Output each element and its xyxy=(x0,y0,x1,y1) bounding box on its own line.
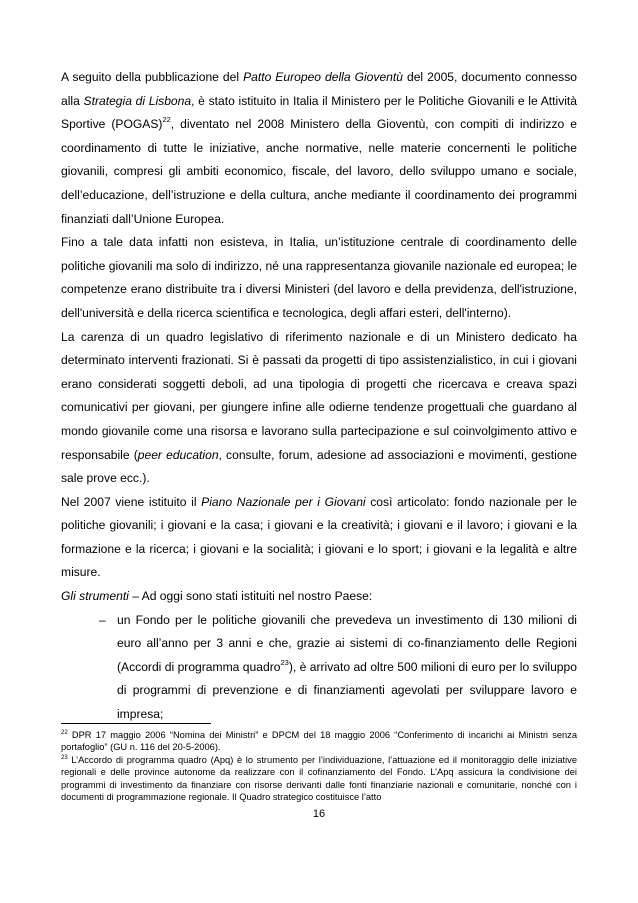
paragraph-coordinamento: Fino a tale data infatti non esisteva, in Italia, un’istituzione centrale di coordinamento delle politiche giovanili ma solo di indirizzo, né una rappresentanza giovanile nazionale ed europea; le competenze erano distribuite tra i diversi Ministeri (del lavoro e della previdenza, dell'istruzione, dell'università e della ricerca scientifica e tecnologica, degli affari esteri, dell'interno). xyxy=(61,235,577,320)
italic-title-patto-europeo: Patto Europeo della Gioventù xyxy=(243,70,403,84)
paragraph-piano-nazionale xyxy=(61,491,577,585)
text-run: – Ad oggi sono stati istituiti nel nostro Paese: xyxy=(128,589,373,604)
footnote-ref-22[interactable]: 22 xyxy=(162,115,171,125)
footnote-separator xyxy=(61,723,211,724)
footnote-22 xyxy=(61,729,577,754)
footnote-23 xyxy=(61,754,577,804)
text-run: così articolato: fondo nazionale per le politiche giovanili; i giovani e la casa; i giovani e la creatività; i giovani e il lavoro; i giovani e la formazione e la ricerca; i giovani e la socialità; i giovani e lo sport; i giovani e la legalità e altre misure. xyxy=(61,494,577,580)
strumenti-list xyxy=(61,609,577,727)
text-run: un Fondo per le politiche giovanili che prevedeva un investimento di 130 milioni di euro all’anno per 3 anni e che, grazie ai sistemi di co-finanziamento delle Regioni (Accordi di programma quadro xyxy=(117,612,577,674)
page-number: 16 xyxy=(312,808,326,820)
footnote-mark: 22 xyxy=(61,730,68,736)
list-item xyxy=(61,609,577,727)
text-run: del 2005, documento connesso alla xyxy=(61,70,577,108)
text-run: , diventato nel 2008 Ministero della Gioventù, con compiti di indirizzo e coordinamento di tutte le iniziative, anche normative, nelle materie concernenti le politiche giovanili, compresi gli ambiti economico, fiscale, del lavoro, dello sviluppo umano e sociale, dell’educazione, dell’istruzione e della cultura, anche mediante il coordinamento dei programmi finanziati dall’Unione Europea. xyxy=(61,117,577,226)
footnote-mark: 23 xyxy=(61,754,68,761)
list-dash: – xyxy=(99,612,106,627)
paragraph-pogas xyxy=(61,66,577,231)
paragraph-strumenti xyxy=(61,585,577,609)
footnote-text: DPR 17 maggio 2006 “Nomina dei Ministri” e DPCM del 18 maggio 2006 “Conferimento di incarichi ai Ministri senza portafoglio” (GU n. 116 del 20-5-2006). xyxy=(61,730,577,753)
footnote-text: L’Accordo di programma quadro (Apq) è lo strumento per l’individuazione, l’attuazione ed il monitoraggio delle iniziative regionali e delle province autonome da realizzare con il cofinanziamento del Fondo. L’Apq assicura la condivisione dei programmi di investimento da finanziare con risorse derivanti dalle fonti finanziarie nazionali e comunitarie, nonché con i documenti di programmazione regionale. Il Quadro strategico costituisce l’atto xyxy=(61,754,577,803)
body-text xyxy=(61,66,577,727)
italic-peer-education: peer education xyxy=(137,447,219,462)
footnote-ref-23[interactable]: 23 xyxy=(280,657,289,667)
italic-piano-nazionale: Piano Nazionale per i Giovani xyxy=(201,494,366,509)
text-run: La carenza di un quadro legislativo di riferimento nazionale e di un Ministero dedicato ha determinato interventi frazionati. Si è passati da progetti di tipo assistenzialistico, in cui i giovani erano considerati soggetti deboli, ad una tipologia di progetti che ricercava e creava spazi comunicativi per giovani, per giungere infine alle odierne tendenze progettuali che guardano al mondo giovanile come una risorsa e lavorano sulla partecipazione e sul coinvolgimento attivo e responsabile ( xyxy=(61,329,577,462)
text-run: Nel 2007 viene istituito il xyxy=(61,494,202,509)
paragraph-carenza xyxy=(61,326,577,491)
text-run: ), è arrivato ad oltre 500 milioni di euro per lo sviluppo di programmi di prevenzione e di finanziamenti agevolati per sviluppare lavoro e impresa; xyxy=(117,659,577,722)
text-run: , è stato istituito in Italia il Ministero per le Politiche Giovanili e le Attività Sportive (POGAS) xyxy=(61,93,578,132)
text-run: A seguito della pubblicazione del xyxy=(61,70,244,84)
italic-title-strategia-lisbona: Strategia di Lisbona xyxy=(83,93,192,108)
italic-gli-strumenti: Gli strumenti xyxy=(61,589,129,604)
footnotes xyxy=(61,729,577,803)
text-run: , consulte, forum, adesione ad associazioni e movimenti, gestione sale prove ecc.). xyxy=(61,447,578,486)
